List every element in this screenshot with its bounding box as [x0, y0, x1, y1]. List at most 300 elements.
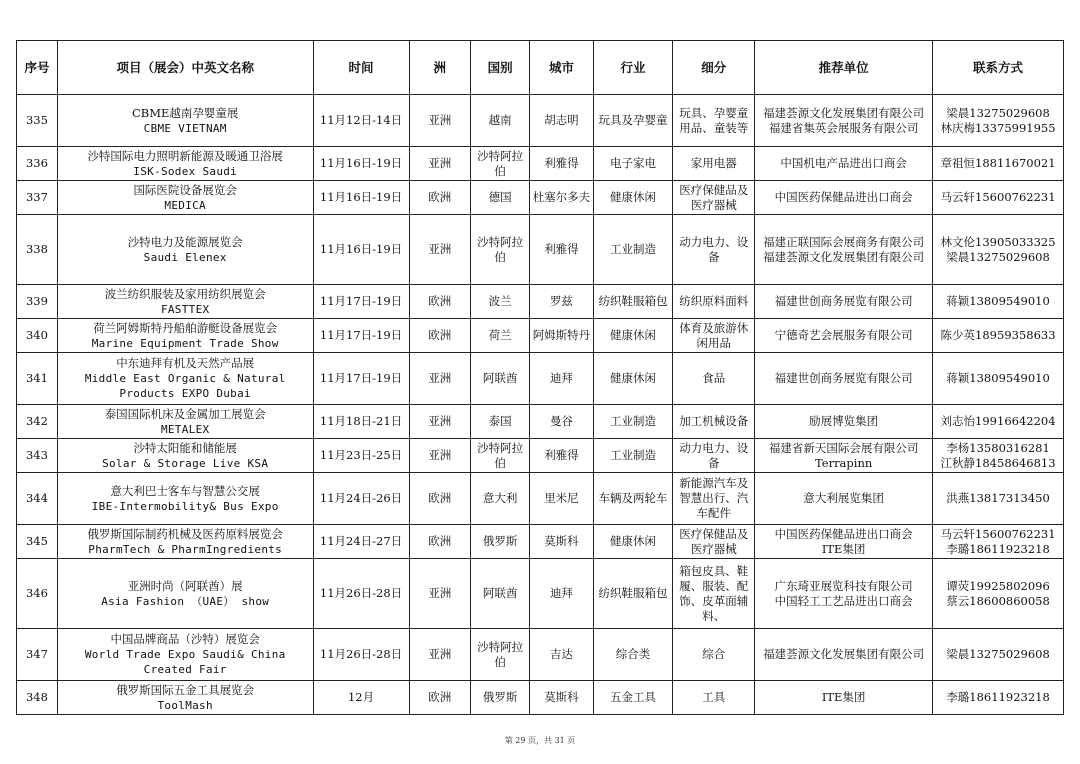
exhibition-name: [57, 405, 313, 439]
date-text: 11月24日-27日: [319, 534, 403, 548]
row-number-text: 347: [25, 647, 48, 661]
continent: [409, 181, 470, 215]
row-number-text: 336: [25, 156, 48, 170]
date-text: 11月16日-19日: [319, 242, 403, 256]
contact-info: [933, 681, 1064, 715]
industry-text: 纺织鞋服箱包: [598, 586, 668, 600]
contact-info: [933, 353, 1064, 405]
exhibition-name-en: Marine Equipment Trade Show: [91, 336, 279, 350]
contact-text: 刘志怡19916642204: [940, 414, 1056, 428]
industry: [593, 147, 673, 181]
country-text: 沙特阿拉伯: [477, 148, 524, 178]
subcategory-text: 新能源汽车及智慧出行、汽车配件: [679, 476, 749, 520]
country: [470, 319, 529, 353]
exhibition-name-cn: 意大利巴士客车与智慧公交展: [110, 483, 260, 498]
exhibition-name: [57, 473, 313, 525]
country: [470, 95, 529, 147]
continent-text: 欧洲: [428, 328, 452, 342]
country: [470, 147, 529, 181]
contact-info: [933, 285, 1064, 319]
date-text: 11月17日-19日: [319, 328, 403, 342]
continent: [409, 215, 470, 285]
country: [470, 525, 529, 559]
exhibition-date: [313, 629, 409, 681]
date-text: 11月26日-28日: [319, 647, 403, 661]
country-text: 阿联酋: [482, 371, 518, 385]
recommending-unit-text: 中国医药保健品进出口商会: [774, 526, 913, 541]
contact-text: 梁晨13275029608: [946, 647, 1050, 661]
country-text: 沙特阿拉伯: [477, 639, 524, 669]
recommending-unit: [755, 215, 933, 285]
header-name: 项目（展会）中英文名称: [57, 41, 313, 95]
exhibition-name: [57, 681, 313, 715]
date-text: 11月26日-28日: [319, 586, 403, 600]
exhibition-date: [313, 405, 409, 439]
subcategory-text: 家用电器: [690, 156, 737, 170]
country: [470, 181, 529, 215]
row-number: [17, 353, 58, 405]
country-text: 俄罗斯: [482, 534, 518, 548]
continent: [409, 147, 470, 181]
continent-text: 亚洲: [428, 242, 452, 256]
row-number: [17, 95, 58, 147]
exhibition-name-en: FASTTEX: [160, 302, 210, 316]
industry-text: 工业制造: [610, 414, 657, 428]
row-number-text: 346: [25, 586, 48, 600]
industry-text: 五金工具: [610, 690, 657, 704]
row-number: [17, 629, 58, 681]
recommending-unit-text: 中国轻工工艺品进出口商会: [774, 593, 913, 608]
industry-text: 玩具及孕婴童: [598, 113, 668, 127]
date-text: 11月24日-26日: [319, 491, 403, 505]
contact-text: 林文伦13905033325: [940, 234, 1056, 249]
continent-text: 欧洲: [428, 294, 452, 308]
exhibition-name-cn: 亚洲时尚（阿联酋）展: [127, 578, 243, 593]
contact-text: 梁晨13275029608: [946, 105, 1050, 120]
industry: [593, 319, 673, 353]
contact-info: [933, 319, 1064, 353]
exhibition-name-en: Middle East Organic & Natural: [84, 372, 286, 385]
table-row: [17, 353, 1064, 405]
exhibition-name: [57, 439, 313, 473]
industry-text: 健康休闲: [610, 371, 657, 385]
continent: [409, 559, 470, 629]
row-number-text: 338: [25, 242, 48, 256]
contact-text: 李杨13580316281: [946, 440, 1050, 455]
table-header-row: [17, 41, 1064, 95]
contact-info: [933, 95, 1064, 147]
city-text: 阿姆斯特丹: [532, 328, 591, 342]
date-text: 12月: [347, 690, 375, 704]
contact-text: 李璐18611923218: [946, 541, 1050, 556]
row-number: [17, 181, 58, 215]
contact-text: 谭荧19925802096: [946, 578, 1050, 593]
exhibition-name-en: ISK-Sodex Saudi: [133, 164, 238, 178]
contact-info: [933, 147, 1064, 181]
table-row: [17, 147, 1064, 181]
city-text: 胡志明: [544, 113, 579, 127]
recommending-unit-text: 福建省集英会展服务有限公司: [768, 120, 919, 135]
exhibition-name-cn: 国际医院设备展览会: [133, 182, 237, 197]
exhibition-date: [313, 95, 409, 147]
subcategory: [673, 181, 755, 215]
exhibition-name-cn: 沙特国际电力照明新能源及暖通卫浴展: [87, 148, 283, 163]
city-text: 曼谷: [549, 414, 573, 428]
exhibition-name: [57, 319, 313, 353]
industry-text: 电子家电: [610, 156, 657, 170]
row-number: [17, 681, 58, 715]
country-text: 沙特阿拉伯: [477, 234, 524, 264]
recommending-unit-text: 中国机电产品进出口商会: [780, 156, 907, 170]
exhibition-name-en: CBME VIETNAM: [143, 121, 227, 135]
continent-text: 亚洲: [428, 448, 452, 462]
subcategory: [673, 353, 755, 405]
country: [470, 473, 529, 525]
recommending-unit: [755, 285, 933, 319]
recommending-unit: [755, 181, 933, 215]
city-text: 莫斯科: [544, 690, 579, 704]
contact-info: [933, 405, 1064, 439]
header-date: 时间: [313, 41, 409, 95]
subcategory-text: 纺织原料面料: [679, 294, 749, 308]
exhibition-name-en: World Trade Expo Saudi& China: [84, 648, 286, 661]
row-number: [17, 525, 58, 559]
contact-text: 章祖恒18811670021: [940, 156, 1056, 170]
exhibition-date: [313, 559, 409, 629]
city: [530, 181, 593, 215]
recommending-unit: [755, 405, 933, 439]
country: [470, 353, 529, 405]
city: [530, 285, 593, 319]
subcategory: [673, 439, 755, 473]
exhibition-name-cn: 波兰纺织服装及家用纺织展览会: [104, 286, 266, 301]
continent: [409, 629, 470, 681]
industry: [593, 181, 673, 215]
row-number: [17, 405, 58, 439]
table-row: [17, 559, 1064, 629]
continent-text: 欧洲: [428, 491, 452, 505]
city: [530, 629, 593, 681]
recommending-unit-text: 宁德奇艺会展服务有限公司: [774, 328, 913, 342]
continent: [409, 353, 470, 405]
table-row: [17, 525, 1064, 559]
exhibition-name-cn: 沙特电力及能源展览会: [127, 234, 243, 249]
contact-text: 李璐18611923218: [946, 690, 1050, 704]
industry-text: 综合类: [615, 647, 651, 661]
contact-text: 马云轩15600762231: [940, 190, 1056, 204]
country-text: 越南: [488, 113, 512, 127]
recommending-unit-text: 意大利展览集团: [803, 491, 884, 505]
exhibition-name-en: MEDICA: [164, 198, 206, 212]
recommending-unit-text: ITE集团: [821, 690, 866, 704]
country-text: 俄罗斯: [482, 690, 518, 704]
row-number-text: 345: [25, 534, 48, 548]
exhibition-name-cn: CBME越南孕婴童展: [131, 105, 239, 120]
table-row: [17, 629, 1064, 681]
industry: [593, 405, 673, 439]
exhibition-name-en: IBE-Intermobility& Bus Expo: [91, 499, 279, 513]
city-text: 莫斯科: [544, 534, 579, 548]
exhibition-table: [16, 40, 1064, 715]
continent-text: 亚洲: [428, 371, 452, 385]
exhibition-date: [313, 319, 409, 353]
recommending-unit: [755, 681, 933, 715]
row-number: [17, 319, 58, 353]
exhibition-name-en: Solar & Storage Live KSA: [102, 456, 269, 470]
industry-text: 工业制造: [610, 448, 657, 462]
subcategory-text: 工具: [702, 690, 726, 704]
continent-text: 亚洲: [428, 113, 452, 127]
table-row: [17, 319, 1064, 353]
exhibition-name: [57, 181, 313, 215]
row-number: [17, 439, 58, 473]
continent-text: 亚洲: [428, 586, 452, 600]
row-number: [17, 215, 58, 285]
country-text: 意大利: [482, 491, 518, 505]
continent: [409, 405, 470, 439]
exhibition-name-en: PharmTech & PharmIngredients: [88, 542, 283, 556]
row-number-text: 340: [25, 328, 48, 342]
recommending-unit-text: 励展博览集团: [809, 414, 879, 428]
subcategory: [673, 559, 755, 629]
city-text: 吉达: [549, 647, 573, 661]
recommending-unit-text: 广东琦亚展览科技有限公司: [774, 578, 913, 593]
exhibition-date: [313, 439, 409, 473]
city: [530, 681, 593, 715]
header-recommending-unit: 推荐单位: [755, 41, 933, 95]
continent: [409, 285, 470, 319]
row-number: [17, 559, 58, 629]
row-number-text: 342: [25, 414, 48, 428]
subcategory-text: 加工机械设备: [679, 414, 749, 428]
continent-text: 欧洲: [428, 690, 452, 704]
country: [470, 285, 529, 319]
country: [470, 559, 529, 629]
city: [530, 559, 593, 629]
country-text: 德国: [488, 190, 512, 204]
recommending-unit-text: 福建正联国际会展商务有限公司: [763, 234, 925, 249]
continent-text: 亚洲: [428, 156, 452, 170]
exhibition-name-cn: 中东迪拜有机及天然产品展: [116, 356, 255, 370]
recommending-unit: [755, 559, 933, 629]
city-text: 利雅得: [544, 242, 579, 256]
contact-info: [933, 439, 1064, 473]
exhibition-name-cn: 泰国国际机床及金属加工展览会: [104, 406, 266, 421]
city-text: 罗兹: [549, 294, 573, 308]
subcategory: [673, 525, 755, 559]
country-text: 阿联酋: [482, 586, 518, 600]
country: [470, 681, 529, 715]
country: [470, 405, 529, 439]
contact-info: [933, 215, 1064, 285]
subcategory: [673, 215, 755, 285]
exhibition-name: [57, 629, 313, 681]
contact-info: [933, 473, 1064, 525]
row-number: [17, 473, 58, 525]
city: [530, 525, 593, 559]
industry-text: 工业制造: [610, 242, 657, 256]
country-text: 波兰: [488, 294, 512, 308]
recommending-unit-text: Terrapinn: [814, 455, 873, 470]
industry: [593, 285, 673, 319]
exhibition-name: [57, 353, 313, 405]
contact-text: 蔡云18600860058: [946, 593, 1050, 608]
contact-text: 蒋颖13809549010: [946, 294, 1050, 308]
exhibition-name: [57, 95, 313, 147]
city: [530, 319, 593, 353]
recommending-unit-text: 福建世创商务展览有限公司: [774, 294, 913, 308]
continent: [409, 473, 470, 525]
recommending-unit-text: 福建世创商务展览有限公司: [774, 371, 913, 385]
recommending-unit-text: ITE集团: [821, 541, 866, 556]
header-contact: 联系方式: [933, 41, 1064, 95]
row-number-text: 339: [25, 294, 48, 308]
exhibition-name-en: Saudi Elenex: [143, 250, 227, 264]
city-text: 利雅得: [544, 156, 579, 170]
exhibition-name-en: METALEX: [160, 422, 210, 436]
row-number-text: 348: [25, 690, 48, 704]
subcategory-text: 食品: [702, 371, 726, 385]
exhibition-name-cn: 俄罗斯国际制药机械及医药原料展览会: [87, 526, 283, 541]
exhibition-date: [313, 147, 409, 181]
country-text: 泰国: [488, 414, 512, 428]
exhibition-name-cn: 荷兰阿姆斯特丹船舶游艇设备展览会: [93, 320, 278, 335]
exhibition-name-en: ToolMash: [157, 698, 213, 712]
continent: [409, 681, 470, 715]
subcategory: [673, 405, 755, 439]
city: [530, 353, 593, 405]
table-row: [17, 285, 1064, 319]
continent: [409, 525, 470, 559]
industry: [593, 559, 673, 629]
industry: [593, 473, 673, 525]
industry-text: 健康休闲: [610, 190, 657, 204]
recommending-unit: [755, 353, 933, 405]
date-text: 11月16日-19日: [319, 190, 403, 204]
exhibition-name-en: Created Fair: [143, 663, 227, 676]
country: [470, 215, 529, 285]
recommending-unit-text: 福建省新天国际会展有限公司: [768, 440, 919, 455]
row-number-text: 341: [25, 371, 48, 385]
industry: [593, 525, 673, 559]
city: [530, 439, 593, 473]
city-text: 迪拜: [549, 586, 573, 600]
contact-text: 林庆梅13375991955: [940, 120, 1056, 135]
industry: [593, 629, 673, 681]
row-number-text: 344: [25, 491, 48, 505]
header-city: 城市: [530, 41, 593, 95]
date-text: 11月17日-19日: [319, 371, 403, 385]
continent-text: 亚洲: [428, 414, 452, 428]
header-continent: 洲: [409, 41, 470, 95]
contact-info: [933, 559, 1064, 629]
industry-text: 纺织鞋服箱包: [598, 294, 668, 308]
table-row: [17, 405, 1064, 439]
date-text: 11月23日-25日: [319, 448, 403, 462]
subcategory-text: 体育及旅游休闲用品: [679, 320, 749, 350]
continent-text: 亚洲: [428, 647, 452, 661]
subcategory: [673, 681, 755, 715]
subcategory-text: 动力电力、设备: [679, 234, 749, 264]
exhibition-name: [57, 525, 313, 559]
recommending-unit: [755, 95, 933, 147]
row-number: [17, 285, 58, 319]
table-row: [17, 181, 1064, 215]
contact-info: [933, 181, 1064, 215]
city-text: 利雅得: [544, 448, 579, 462]
industry: [593, 95, 673, 147]
city-text: 里米尼: [544, 491, 579, 505]
exhibition-date: [313, 181, 409, 215]
contact-text: 马云轩15600762231: [940, 526, 1056, 541]
subcategory-text: 医疗保健品及医疗器械: [679, 182, 749, 212]
recommending-unit-text: 中国医药保健品进出口商会: [774, 190, 913, 204]
subcategory: [673, 629, 755, 681]
continent-text: 欧洲: [428, 534, 452, 548]
city: [530, 215, 593, 285]
country: [470, 629, 529, 681]
recommending-unit: [755, 473, 933, 525]
header-industry: 行业: [593, 41, 673, 95]
exhibition-name-cn: 沙特太阳能和储能展: [133, 440, 237, 455]
row-number-text: 343: [25, 448, 48, 462]
table-row: [17, 473, 1064, 525]
industry: [593, 215, 673, 285]
contact-text: 陈少英18959358633: [940, 328, 1056, 342]
industry-text: 健康休闲: [610, 534, 657, 548]
continent: [409, 95, 470, 147]
exhibition-name-en: Products EXPO Dubai: [119, 387, 251, 400]
industry-text: 车辆及两轮车: [598, 491, 668, 505]
date-text: 11月18日-21日: [319, 414, 403, 428]
exhibition-name: [57, 285, 313, 319]
exhibition-name-en: Asia Fashion （UAE） show: [101, 594, 270, 608]
subcategory-text: 箱包皮具、鞋履、服装、配饰、皮革面辅料、: [679, 563, 749, 623]
date-text: 11月17日-19日: [319, 294, 403, 308]
industry-text: 健康休闲: [610, 328, 657, 342]
city-text: 杜塞尔多夫: [532, 190, 591, 204]
city: [530, 95, 593, 147]
page-footer: 第 29 页，共 31 页: [504, 736, 576, 745]
row-number: [17, 147, 58, 181]
recommending-unit-text: 福建荟源文化发展集团有限公司: [763, 105, 925, 120]
city: [530, 147, 593, 181]
city: [530, 405, 593, 439]
recommending-unit: [755, 147, 933, 181]
recommending-unit-text: 福建荟源文化发展集团有限公司: [763, 249, 925, 264]
industry: [593, 439, 673, 473]
date-text: 11月12日-14日: [319, 113, 403, 127]
header-subcategory: 细分: [673, 41, 755, 95]
contact-text: 洪燕13817313450: [946, 491, 1050, 505]
recommending-unit: [755, 629, 933, 681]
subcategory-text: 医疗保健品及医疗器械: [679, 526, 749, 556]
subcategory: [673, 95, 755, 147]
exhibition-date: [313, 681, 409, 715]
recommending-unit: [755, 319, 933, 353]
country: [470, 439, 529, 473]
industry: [593, 681, 673, 715]
continent: [409, 319, 470, 353]
city-text: 迪拜: [549, 371, 573, 385]
table-row: [17, 439, 1064, 473]
date-text: 11月16日-19日: [319, 156, 403, 170]
row-number-text: 337: [25, 190, 48, 204]
table-row: [17, 215, 1064, 285]
subcategory-text: 玩具、孕婴童用品、童装等: [679, 105, 749, 135]
recommending-unit: [755, 439, 933, 473]
continent-text: 欧洲: [428, 190, 452, 204]
